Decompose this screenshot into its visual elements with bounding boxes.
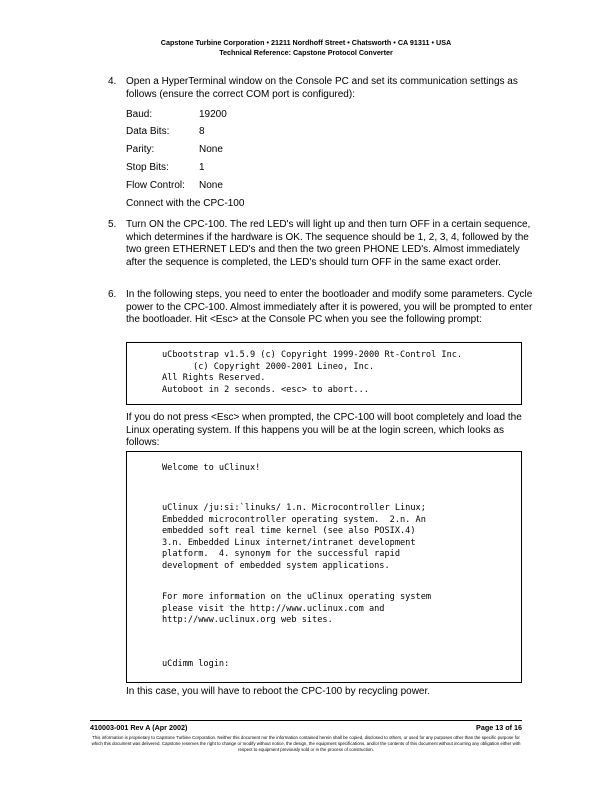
step-4-number: 4. xyxy=(108,76,117,87)
definition-line: uClinux /ju:si:`linuks/ 1.n. Microcontroller Linux; xyxy=(162,503,426,513)
bootloader-prompt-box xyxy=(126,342,522,405)
definition-line: embedded soft real time kernel (see also POSIX.4) xyxy=(162,526,416,537)
setting-label-stop-bits: Stop Bits: xyxy=(126,162,169,173)
setting-value-parity: None xyxy=(199,144,223,155)
header-company-line: Capstone Turbine Corporation • 21211 Nordhoff Street • Chatsworth • CA 91311 • USA xyxy=(160,38,452,47)
login-prompt: uCdimm login: xyxy=(162,659,230,669)
definition-line: development of embedded system applications. xyxy=(162,561,390,571)
info-line: please visit the http://www.uclinux.com and xyxy=(162,603,385,614)
info-line: http://www.uclinux.org web sites. xyxy=(162,615,333,626)
reboot-instruction: In this case, you will have to reboot the CPC-100 by recycling power. xyxy=(126,686,431,697)
no-esc-explanation: If you do not press <Esc> when prompted, the CPC-100 will boot completely and load the Linux operating system. If this happens you will be at the login screen, which looks as follows: xyxy=(126,412,522,449)
definition-line: 3.n. Embedded Linux internet/intranet development xyxy=(162,537,416,548)
bootloader-line: (c) Copyright 2000-2001 Lineo, Inc. xyxy=(162,361,375,372)
step-6-number: 6. xyxy=(108,289,117,300)
header-title-line: Technical Reference: Capstone Protocol Converter xyxy=(219,48,393,57)
setting-label-flow-control: Flow Control: xyxy=(126,180,185,191)
footer-divider xyxy=(90,720,522,721)
welcome-line: Welcome to uClinux! xyxy=(162,463,261,473)
step-5-text: Turn ON the CPC-100. The red LED's will light up and then turn OFF in a certain sequence, which determines if the hardware is OK. The sequence should be 1, 2, 3, 4, followed by the two green ETHERNET LED's and then the two green PHONE LED's. Almost immediately after the sequence is completed, the LED's should turn OFF in the same exact order. xyxy=(126,219,531,268)
step-6-text: In the following steps, you need to enter the bootloader and modify some parameters. Cycle power to the CPC-100. Almost immediately after it is powered, you will be prompted to enter the bootloader. Hit <Esc> at the Console PC when you see the following prompt: xyxy=(126,289,533,326)
connect-instruction: Connect with the CPC-100 xyxy=(126,198,245,209)
setting-label-baud: Baud: xyxy=(126,109,153,120)
setting-value-stop-bits: 1 xyxy=(199,162,205,173)
setting-value-data-bits: 8 xyxy=(199,126,205,137)
step-4-text: Open a HyperTerminal window on the Console PC and set its communication settings as follows (ensure the correct COM port is configured): xyxy=(126,76,518,100)
footer-proprietary-notice: This information is proprietary to Capstone Turbine Corporation. Neither this document nor the information contained herein shall be copied, disclosed to others, or used for any purposes other than the specific purpose for which this document was delivered. Capstone reserves the right to change or modify without notice, the design, the equipment specifications, and/or the contents of this document without incurring any obligation either with respect to equipment previously sold or in the process of construction. xyxy=(91,735,521,752)
setting-label-data-bits: Data Bits: xyxy=(126,126,170,137)
definition-line: Embedded microcontroller operating system. 2.n. An xyxy=(162,514,426,525)
bootloader-line: uCbootstrap v1.5.9 (c) Copyright 1999-2000 Rt-Control Inc. xyxy=(162,350,463,360)
footer-doc-id: 410003-001 Rev A (Apr 2002) xyxy=(90,723,188,732)
setting-value-baud: 19200 xyxy=(199,109,227,120)
bootloader-line: Autoboot in 2 seconds. <esc> to abort... xyxy=(162,384,369,395)
step-5-number: 5. xyxy=(108,219,117,230)
setting-label-parity: Parity: xyxy=(126,144,155,155)
info-line: For more information on the uClinux operating system xyxy=(162,592,432,602)
setting-value-flow-control: None xyxy=(199,180,223,191)
definition-line: platform. 4. synonym for the successful rapid xyxy=(162,549,400,560)
login-screen-box xyxy=(126,451,522,683)
footer-page-number: Page 13 of 16 xyxy=(476,723,522,732)
bootloader-line: All Rights Reserved. xyxy=(162,373,266,384)
